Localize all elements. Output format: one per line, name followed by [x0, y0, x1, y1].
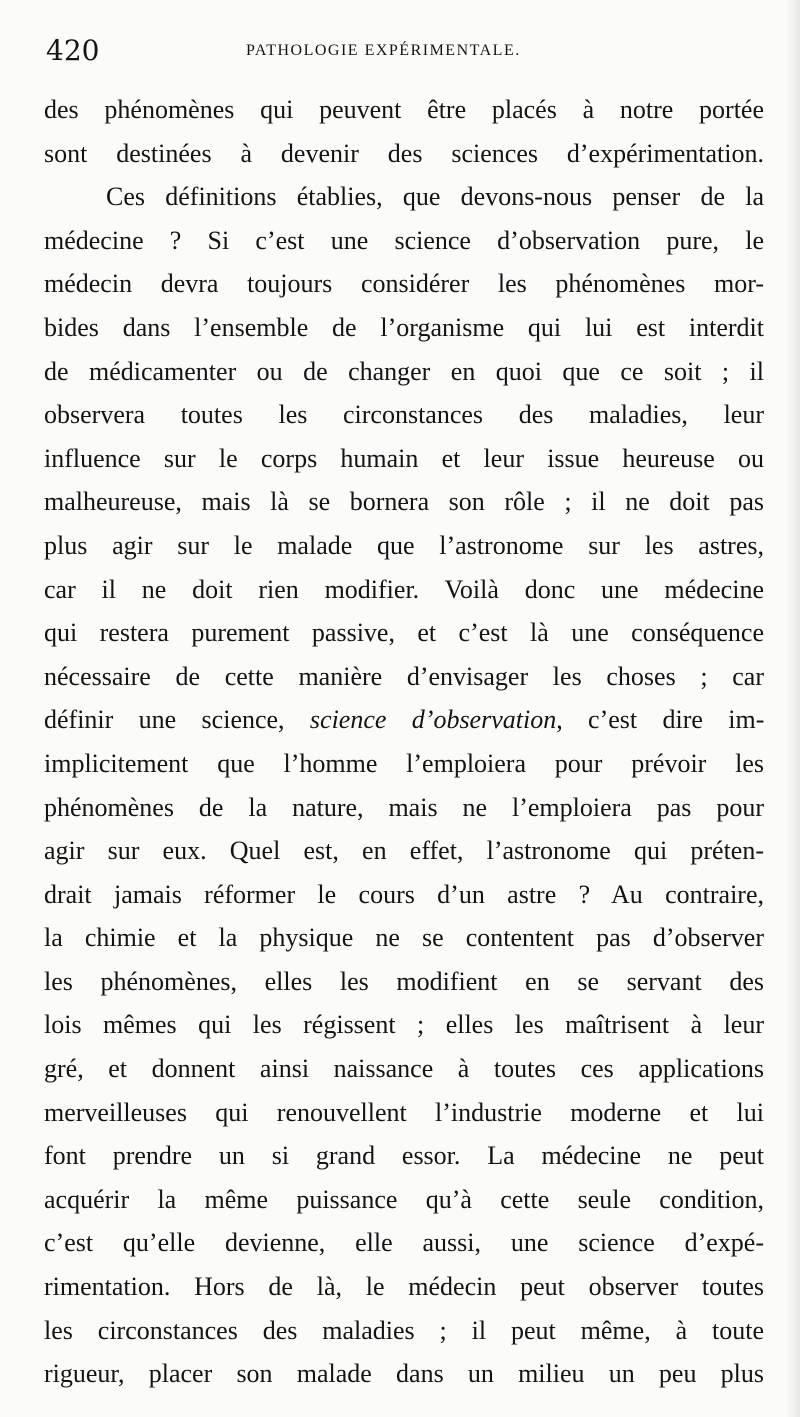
page-edge-shadow	[786, 0, 800, 1417]
text-line: plus agir sur le malade que l’astronome sur les astres,	[44, 530, 764, 560]
text-line: médecin devra toujours considérer les phénomènes mor-	[44, 269, 764, 299]
page-number: 420	[46, 34, 100, 67]
text-line: malheureuse, mais là se bornera son rôle ; il ne doit pas	[44, 487, 764, 517]
page-header	[46, 34, 786, 74]
body-text	[44, 88, 764, 1396]
text-line-with-italic	[44, 698, 764, 742]
text-line: sont destinées à devenir des sciences d’expérimentation.	[44, 138, 764, 168]
text-line: car il ne doit rien modifier. Voilà donc une médecine	[44, 574, 764, 604]
text-segment-before: définir une science,	[44, 705, 310, 735]
text-line: rimentation. Hors de là, le médecin peut observer toutes	[44, 1272, 764, 1302]
text-line: la chimie et la physique ne se contentent pas d’observer	[44, 923, 764, 953]
text-line: nécessaire de cette manière d’envisager les choses ; car	[44, 661, 764, 691]
text-line: implicitement que l’homme l’emploiera pour prévoir les	[44, 748, 764, 778]
text-line: drait jamais réformer le cours d’un astre ? Au contraire,	[44, 879, 764, 909]
text-line: rigueur, placer son malade dans un milieu un peu plus	[44, 1359, 764, 1389]
text-segment-after: , c’est dire im-	[556, 705, 765, 735]
text-line: acquérir la même puissance qu’à cette seule condition,	[44, 1184, 764, 1214]
text-line: observera toutes les circonstances des maladies, leur	[44, 400, 764, 430]
text-line: agir sur eux. Quel est, en effet, l’astronome qui préten-	[44, 836, 764, 866]
text-line: bides dans l’ensemble de l’organisme qui lui est interdit	[44, 312, 764, 342]
text-line: phénomènes de la nature, mais ne l’emploiera pas pour	[44, 792, 764, 822]
text-line: de médicamenter ou de changer en quoi que ce soit ; il	[44, 356, 764, 386]
text-line: les circonstances des maladies ; il peut même, à toute	[44, 1315, 764, 1345]
text-line: gré, et donnent ainsi naissance à toutes ces applications	[44, 1054, 764, 1084]
text-line: influence sur le corps humain et leur issue heureuse ou	[44, 443, 764, 473]
text-line: Ces définitions établies, que devons-nous penser de la	[106, 182, 764, 212]
text-line: merveilleuses qui renouvellent l’industrie moderne et lui	[44, 1097, 764, 1127]
text-line: des phénomènes qui peuvent être placés à notre portée	[44, 95, 764, 124]
text-line: lois mêmes qui les régissent ; elles les maîtrisent à leur	[44, 1010, 764, 1040]
text-segment	[44, 698, 764, 742]
text-line: font prendre un si grand essor. La médecine ne peut	[44, 1141, 764, 1171]
italic-phrase: science d’observation	[309, 705, 557, 735]
text-line: médecine ? Si c’est une science d’observation pure, le	[44, 225, 764, 255]
text-line: qui restera purement passive, et c’est là une conséquence	[44, 618, 764, 648]
text-line: les phénomènes, elles les modifient en se servant des	[44, 966, 764, 996]
running-head: PATHOLOGIE EXPÉRIMENTALE.	[246, 42, 521, 59]
text-line: c’est qu’elle devienne, elle aussi, une science d’expé-	[44, 1228, 764, 1258]
